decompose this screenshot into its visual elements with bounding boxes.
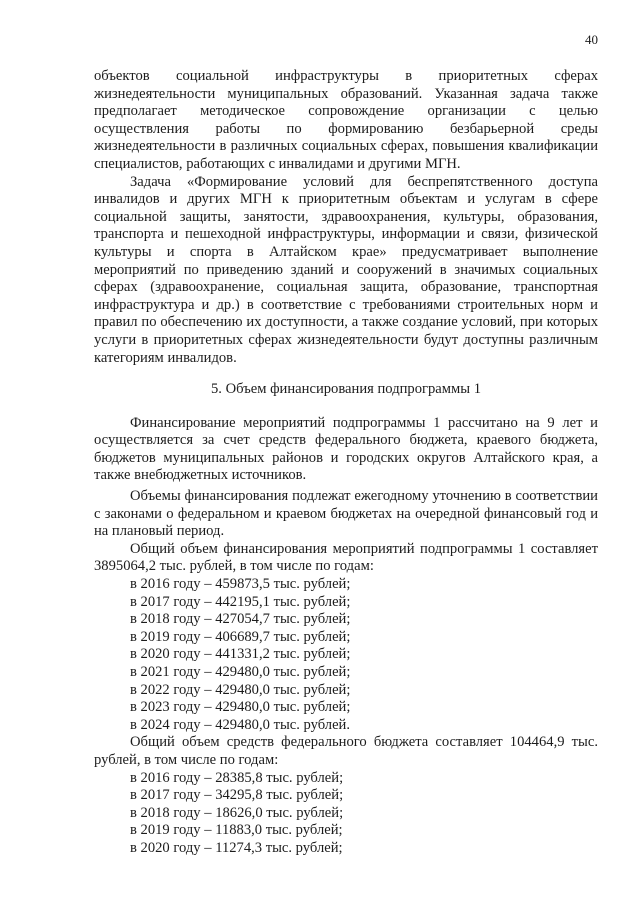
financing-paragraph: Финансирование мероприятий подпрограммы 1 рассчитано на 9 лет и осуществляется за счет средств федерального бюджета, краевого бюджета, бюджетов муниципальных районов и городских округов Алтайского края, а также внебюджетных источников.: [94, 414, 598, 484]
task-paragraph: Задача «Формирование условий для беспрепятственного доступа инвалидов и других МГН к приоритетным объектам и услугам в сфере социальной защиты, занятости, здравоохранения, культуры, образования, транспорта и пешеходной инфраструктуры, информации и связи, физической культуры и спорта в Алтайском крае» предусматривает выполнение мероприятий по приведению зданий и сооружений в значимых социальных сферах (здравоохранение, социальная защита, образование, транспортная инфраструктура и др.) в соответствие с требованиями строительных норм и правил по обеспечению их доступности, а также создание условий, при которых услуги в приоритетных сферах жизнедеятельности будут доступны различным категориям инвалидов.: [94, 173, 598, 366]
list-item: в 2016 году – 459873,5 тыс. рублей;: [130, 576, 351, 593]
list-item: в 2016 году – 28385,8 тыс. рублей;: [130, 769, 344, 786]
list-item: в 2021 году – 429480,0 тыс. рублей;: [130, 664, 351, 680]
page-number: 40: [585, 32, 598, 47]
list-item: в 2019 году – 11883,0 тыс. рублей;: [130, 822, 343, 839]
federal-by-year-list: [94, 770, 598, 858]
total-by-year-list: [94, 576, 598, 734]
list-item: в 2017 году – 442195,1 тыс. рублей;: [130, 593, 351, 610]
list-item: в 2018 году – 18626,0 тыс. рублей;: [130, 804, 344, 821]
federal-budget-paragraph: Общий объем средств федерального бюджета составляет 104464,9 тыс. рублей, в том числе по годам:: [94, 734, 598, 768]
list-item: в 2022 году – 429480,0 тыс. рублей;: [130, 681, 351, 698]
list-item: в 2024 году – 429480,0 тыс. рублей.: [130, 716, 351, 733]
list-item: в 2019 году – 406689,7 тыс. рублей;: [130, 628, 351, 645]
list-item: в 2023 году – 429480,0 тыс. рублей;: [130, 699, 351, 716]
list-item: в 2018 году – 427054,7 тыс. рублей;: [130, 611, 351, 628]
annual-update-paragraph: Объемы финансирования подлежат ежегодному уточнению в соответствии с законами о федеральном и краевом бюджетах на очередной финансовый год и на плановый период.: [94, 488, 598, 540]
total-volume-paragraph: Общий объем финансирования мероприятий подпрограммы 1 составляет 3895064,2 тыс. рублей, в том числе по годам:: [94, 540, 598, 575]
list-item: в 2020 году – 441331,2 тыс. рублей;: [130, 646, 351, 663]
list-item: в 2017 году – 34295,8 тыс. рублей;: [130, 787, 344, 804]
section-heading: 5. Объем финансирования подпрограммы 1: [211, 381, 481, 398]
list-item: в 2020 году – 11274,3 тыс. рублей;: [130, 839, 343, 856]
intro-paragraph: объектов социальной инфраструктуры в приоритетных сферах жизнедеятельности муниципальных образований. Указанная задача также предполагает методическое сопровождение организации с целью осуществления работы по формированию безбарьерной среды жизнедеятельности в различных социальных сферах, повышения квалификации специалистов, работающих с инвалидами и другими МГН.: [94, 68, 598, 172]
document-body: [94, 68, 598, 858]
